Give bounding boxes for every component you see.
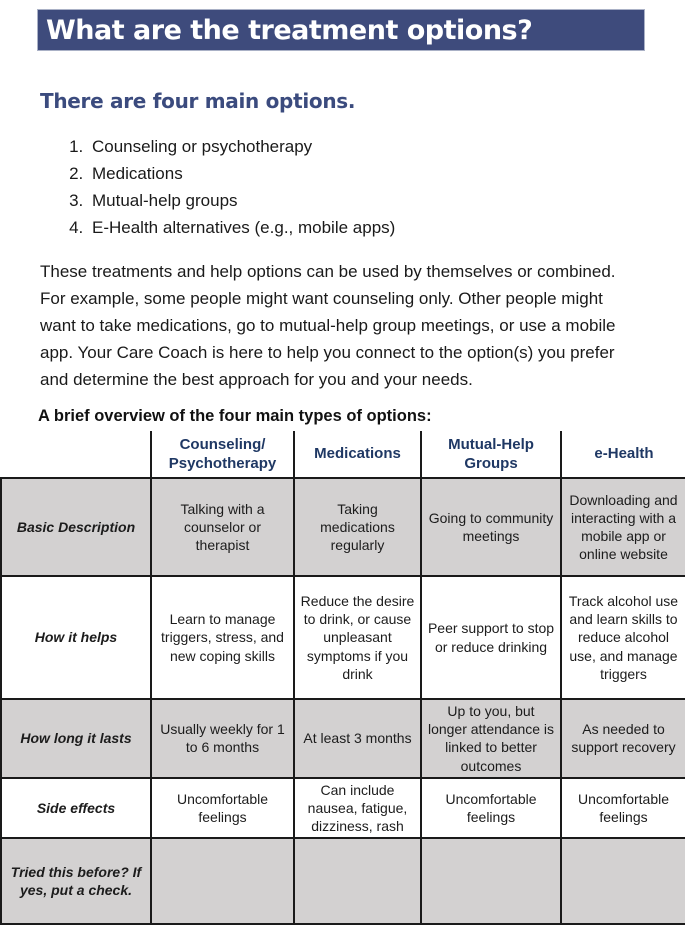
table-heading: A brief overview of the four main types of options:: [38, 407, 432, 425]
check-cell-ehealth: [561, 838, 685, 924]
check-cell-mutual-help: [421, 838, 561, 924]
table-cell: Uncomfortable feelings: [421, 778, 561, 839]
table-row-how-it-helps: [1, 576, 685, 699]
row-label: Basic Description: [1, 478, 151, 576]
table-row-tried-before: [1, 838, 685, 924]
table-cell: As needed to support recovery: [561, 699, 685, 778]
option-item-4: 4. E-Health alternatives (e.g., mobile apps): [88, 214, 685, 241]
table-cell: Talking with a counselor or therapist: [151, 478, 294, 576]
intro-paragraph: These treatments and help options can be used by themselves or combined. For example, some people might want counseling only. Other people might want to take medications, go to mutual-help group meetings, or use a mobile app. Your Care Coach is here to help you connect to the option(s) you prefer and determine the best approach for you and your needs.: [40, 262, 616, 389]
title-banner: [37, 9, 645, 51]
option-item-1: 1. Counseling or psychotherapy: [88, 133, 685, 160]
table-cell: At least 3 months: [294, 699, 421, 778]
table-cell: Uncomfortable feelings: [561, 778, 685, 839]
table-cell: Usually weekly for 1 to 6 months: [151, 699, 294, 778]
option-item-2: 2. Medications: [88, 160, 685, 187]
row-label: Tried this before? If yes, put a check.: [1, 838, 151, 924]
table-cell: Track alcohol use and learn skills to reduce alcohol use, and manage triggers: [561, 576, 685, 699]
treatment-options-table: [0, 431, 685, 925]
table-cell: Taking medications regularly: [294, 478, 421, 576]
column-header-ehealth: e-Health: [561, 431, 685, 478]
column-header-counseling: Counseling/ Psychotherapy: [151, 431, 294, 478]
page-title: What are the treatment options?: [46, 14, 533, 46]
table-cell: Up to you, but longer attendance is linked to better outcomes: [421, 699, 561, 778]
table-row-side-effects: [1, 778, 685, 839]
table-row-basic-description: [1, 478, 685, 576]
row-label: How it helps: [1, 576, 151, 699]
check-cell-counseling: [151, 838, 294, 924]
corner-cell: [1, 431, 151, 478]
table-cell: Can include nausea, fatigue, dizziness, rash: [294, 778, 421, 839]
table-cell: Going to community meetings: [421, 478, 561, 576]
table-row-how-long-it-lasts: [1, 699, 685, 778]
table-cell: Reduce the desire to drink, or cause unpleasant symptoms if you drink: [294, 576, 421, 699]
row-label: Side effects: [1, 778, 151, 839]
table-cell: Downloading and interacting with a mobile app or online website: [561, 478, 685, 576]
table-header-row: [1, 431, 685, 478]
table-cell: Learn to manage triggers, stress, and new coping skills: [151, 576, 294, 699]
row-label: How long it lasts: [1, 699, 151, 778]
check-cell-medications: [294, 838, 421, 924]
options-list: [62, 133, 685, 241]
option-item-3: 3. Mutual-help groups: [88, 187, 685, 214]
subtitle: There are four main options.: [40, 89, 356, 113]
table-cell: Peer support to stop or reduce drinking: [421, 576, 561, 699]
column-header-mutual-help: Mutual-Help Groups: [421, 431, 561, 478]
table-cell: Uncomfortable feelings: [151, 778, 294, 839]
column-header-medications: Medications: [294, 431, 421, 478]
